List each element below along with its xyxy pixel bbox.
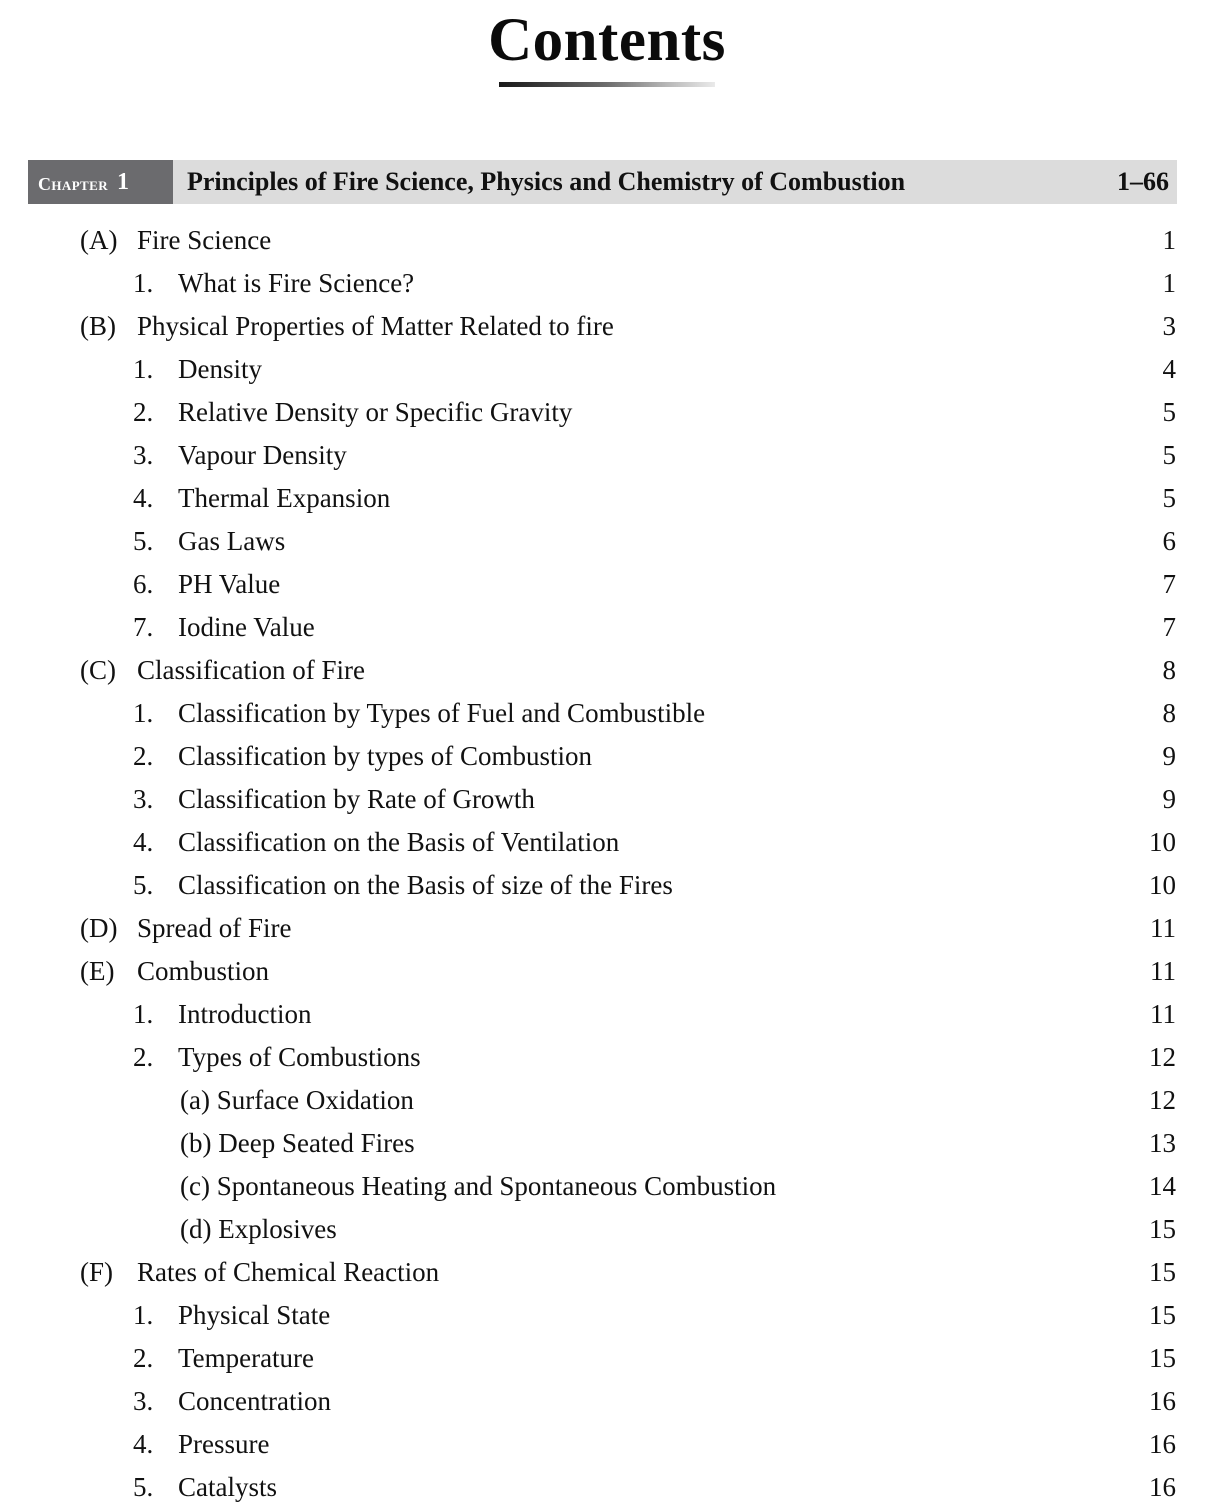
toc-entry-label: Physical State: [178, 1300, 331, 1330]
toc-entry-page-number: 11: [1150, 999, 1176, 1029]
toc-entry-label: Spread of Fire: [137, 913, 292, 943]
toc-entry-label: Classification on the Basis of Ventilation: [178, 827, 620, 857]
toc-entry[interactable]: [0, 434, 1214, 477]
toc-entry-label: Temperature: [178, 1343, 315, 1373]
toc-entry[interactable]: [0, 1337, 1214, 1380]
toc-entry-label: (a) Surface Oxidation: [180, 1085, 414, 1115]
toc-entry-page-number: 15: [1149, 1343, 1176, 1373]
toc-entry-page-number: 11: [1150, 913, 1176, 943]
toc-entry-label: (b) Deep Seated Fires: [180, 1128, 415, 1158]
toc-entry[interactable]: [0, 1165, 1214, 1208]
toc-entry-label: Rates of Chemical Reaction: [137, 1257, 440, 1287]
toc-entry-marker: (D): [80, 913, 118, 943]
chapter-page-range: 1–66: [1117, 167, 1169, 196]
toc-entry[interactable]: [0, 993, 1214, 1036]
toc-entry-page-number: 12: [1149, 1085, 1176, 1115]
toc-entry-page-number: 8: [1162, 655, 1176, 685]
toc-entry-page-number: 1: [1162, 225, 1176, 255]
toc-entry[interactable]: [0, 864, 1214, 907]
toc-entry-label: Relative Density or Specific Gravity: [178, 397, 573, 427]
toc-entry-label: Concentration: [178, 1386, 331, 1416]
toc-entry-page-number: 11: [1150, 956, 1176, 986]
toc-entry[interactable]: [0, 1423, 1214, 1466]
toc-entry-page-number: 5: [1162, 397, 1176, 427]
toc-entry[interactable]: [0, 778, 1214, 821]
toc-entry-marker: 1.: [133, 354, 154, 384]
toc-entry-label: Vapour Density: [178, 440, 347, 470]
toc-entry-label: Density: [178, 354, 262, 384]
toc-entry-marker: 2.: [133, 1042, 154, 1072]
chapter-tag-word: chapter: [38, 167, 108, 196]
toc-entry[interactable]: [0, 219, 1214, 262]
toc-entry[interactable]: [0, 735, 1214, 778]
toc-entry[interactable]: [0, 262, 1214, 305]
toc-entry-marker: 1.: [133, 1300, 154, 1330]
toc-entry-marker: 1.: [133, 268, 154, 298]
toc-entry-page-number: 5: [1162, 440, 1176, 470]
toc-entry-page-number: 7: [1162, 569, 1176, 599]
toc-entry-marker: 5.: [133, 1472, 154, 1502]
toc-entry[interactable]: [0, 1466, 1214, 1509]
toc-entry-page-number: 1: [1162, 268, 1176, 298]
toc-entry[interactable]: [0, 305, 1214, 348]
toc-entry[interactable]: [0, 563, 1214, 606]
toc-entry[interactable]: [0, 1036, 1214, 1079]
toc-entry-marker: 1.: [133, 999, 154, 1029]
toc-entry-marker: 2.: [133, 741, 154, 771]
toc-entry-marker: 5.: [133, 870, 154, 900]
toc-entry-page-number: 7: [1162, 612, 1176, 642]
toc-entry-label: Iodine Value: [178, 612, 315, 642]
toc-entry-page-number: 16: [1149, 1386, 1176, 1416]
toc-entry[interactable]: [0, 1122, 1214, 1165]
toc-entry-label: Classification by types of Combustion: [178, 741, 592, 771]
toc-entry-marker: 4.: [133, 1429, 154, 1459]
toc-entry-page-number: 10: [1149, 827, 1176, 857]
toc-entry[interactable]: [0, 1380, 1214, 1423]
toc-entry-label: Pressure: [178, 1429, 270, 1459]
toc-entry-label: Gas Laws: [178, 526, 286, 556]
toc-entry-label: Classification by Types of Fuel and Combustible: [178, 698, 706, 728]
toc-entry-marker: (A): [80, 225, 118, 255]
toc-entry-label: Classification on the Basis of size of the Fires: [178, 870, 673, 900]
toc-entry[interactable]: [0, 950, 1214, 993]
toc-entry-page-number: 5: [1162, 483, 1176, 513]
toc-entry-marker: 4.: [133, 483, 154, 513]
toc-entry-marker: (C): [80, 655, 116, 685]
toc-entry-page-number: 15: [1149, 1257, 1176, 1287]
toc-entry-label: Fire Science: [137, 225, 272, 255]
toc-entry-label: Classification by Rate of Growth: [178, 784, 535, 814]
chapter-header-bar: [28, 160, 1177, 204]
toc-entry-marker: 7.: [133, 612, 154, 642]
toc-entry-page-number: 8: [1162, 698, 1176, 728]
toc-entry-page-number: 16: [1149, 1429, 1176, 1459]
toc-entry-marker: 3.: [133, 1386, 154, 1416]
page-title: Contents: [488, 7, 726, 74]
toc-entry-marker: 6.: [133, 569, 154, 599]
toc-entry-label: Thermal Expansion: [178, 483, 391, 513]
toc-entry[interactable]: [0, 1294, 1214, 1337]
toc-entry-marker: 4.: [133, 827, 154, 857]
toc-entry-page-number: 16: [1149, 1472, 1176, 1502]
toc-entry-marker: 2.: [133, 1343, 154, 1373]
toc-entry[interactable]: [0, 1079, 1214, 1122]
toc-entry-marker: (F): [80, 1257, 113, 1287]
toc-entry[interactable]: [0, 821, 1214, 864]
toc-entry[interactable]: [0, 907, 1214, 950]
toc-entry-marker: 3.: [133, 784, 154, 814]
toc-entry-page-number: 14: [1149, 1171, 1176, 1201]
toc-entry[interactable]: [0, 1251, 1214, 1294]
toc-entry-label: What is Fire Science?: [178, 268, 415, 298]
toc-entry-page-number: 3: [1162, 311, 1176, 341]
toc-entry-page-number: 9: [1162, 741, 1176, 771]
toc-entry-marker: 5.: [133, 526, 154, 556]
toc-entry[interactable]: [0, 348, 1214, 391]
toc-entry-marker: 2.: [133, 397, 154, 427]
toc-entry[interactable]: [0, 391, 1214, 434]
toc-entry[interactable]: [0, 477, 1214, 520]
toc-entry-page-number: 15: [1149, 1214, 1176, 1244]
toc-entry[interactable]: [0, 520, 1214, 563]
toc-entry-label: Physical Properties of Matter Related to fire: [137, 311, 614, 341]
toc-entry-label: Introduction: [178, 999, 312, 1029]
toc-entry[interactable]: [0, 606, 1214, 649]
toc-entry-label: (d) Explosives: [180, 1214, 337, 1244]
toc-entry-label: Types of Combustions: [178, 1042, 421, 1072]
toc-entry-label: (c) Spontaneous Heating and Spontaneous Combustion: [180, 1171, 777, 1201]
toc-entry[interactable]: [0, 649, 1214, 692]
title-divider-rule: [499, 82, 715, 87]
toc-entry-label: Combustion: [137, 956, 270, 986]
toc-entry-page-number: 10: [1149, 870, 1176, 900]
chapter-tag-number: 1: [116, 168, 129, 195]
toc-entry-list: [0, 219, 1214, 1509]
toc-entry[interactable]: [0, 692, 1214, 735]
toc-entry-marker: (B): [80, 311, 116, 341]
toc-entry-page-number: 9: [1162, 784, 1176, 814]
page-title-block: [0, 0, 1214, 87]
toc-entry[interactable]: [0, 1208, 1214, 1251]
toc-entry-page-number: 12: [1149, 1042, 1176, 1072]
toc-entry-page-number: 15: [1149, 1300, 1176, 1330]
toc-entry-label: Classification of Fire: [137, 655, 365, 685]
toc-entry-label: PH Value: [178, 569, 281, 599]
toc-entry-page-number: 13: [1149, 1128, 1176, 1158]
toc-entry-label: Catalysts: [178, 1472, 277, 1502]
toc-entry-page-number: 4: [1162, 354, 1176, 384]
toc-entry-marker: 1.: [133, 698, 154, 728]
toc-entry-marker: 3.: [133, 440, 154, 470]
toc-entry-marker: (E): [80, 956, 115, 986]
toc-entry-page-number: 6: [1162, 526, 1176, 556]
chapter-tag: [28, 160, 173, 204]
chapter-title: Principles of Fire Science, Physics and Chemistry of Combustion: [187, 167, 906, 196]
